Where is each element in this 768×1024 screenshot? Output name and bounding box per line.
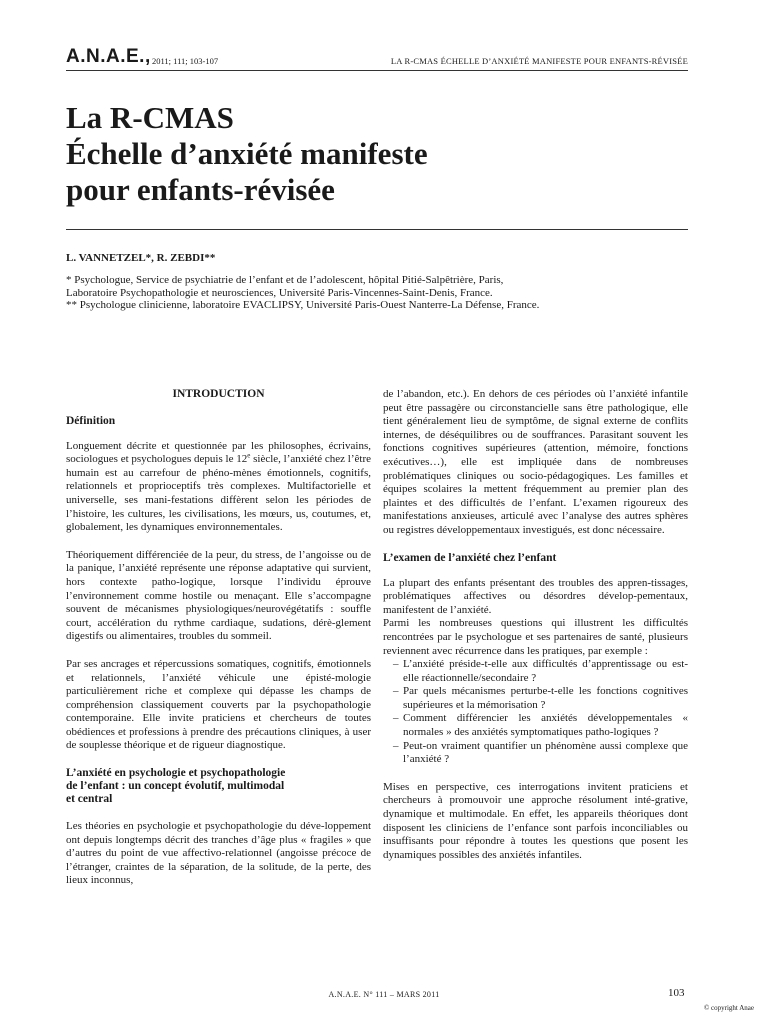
- paragraph: Théoriquement différenciée de la peur, du stress, de l’angoisse ou de la panique, l’anxiété représente une réponse adaptative qui survient, hors contexte patho-logique, lorsque l’individu éprouve l’environnement comme hostile ou menaçant. Elle s’accompagne souvent de mécanismes physiologiques/neurovégétatifs : souffle court, accélération du rythme cardiaque, sudations, dérè-glement digestifs ou alimentaires, troubles du sommeil.: [66, 548, 371, 643]
- subheading-examen: L’examen de l’anxiété chez l’enfant: [383, 551, 557, 564]
- paragraph: Mises en perspective, ces interrogations invitent praticiens et chercheurs à promouvoir une approche résolument inté-grative, dynamique et multimodale. En effet, les appareils théoriques dont disposent les cliniciens de l’enfance sont parfois inconciliables ou insuffisants pour répondre à toutes les questions que posent les dynamiques possibles des anxiétés infantiles.: [383, 780, 688, 861]
- page-number: 103: [668, 987, 685, 999]
- title-divider: [66, 229, 688, 230]
- journal-reference: 2011; 111; 103-107: [152, 56, 219, 66]
- paragraph: de l’abandon, etc.). En dehors de ces périodes où l’anxiété infantile peut être passagère ou circonstancielle sans être pathologique, elle tient généralement lieu de symptôme, de signal externe de conflits internes, de déséquilibres ou de souffrances. Parasitant souvent les fonctions cognitives supérieures (attention, mémoire, fonctions exécutives…), elle est impliquée dans de nombreuses problématiques cliniques ou socio-pédagogiques. Les familles et équipes scolaires la mettent fréquemment au premier plan des plaintes et des difficultés de l’enfant. L’examen rigoureux des manifestations anxieuses, articulé avec l’analyse des autres sphères ou registres développementaux investigués, est donc nécessaire.: [383, 388, 688, 536]
- dash-bullet: –: [393, 712, 399, 725]
- page-header: [66, 44, 688, 71]
- superscript: e: [247, 451, 251, 460]
- dash-bullet: –: [393, 658, 399, 671]
- paragraph: Par ses ancrages et répercussions somatiques, cognitifs, émotionnels et relationnels, l’anxiété véhicule une épisté-mologie particulièrement riche et complexe qui dépasse les champs de compréhension classiquement couverts par la psychopathologie contemporaine. Elle invite praticiens et chercheurs de toutes obédiences et professions à prendre des précautions cliniques, à user de souplesse théorique et de rigueur diagnostique.: [66, 657, 371, 752]
- journal-name: A.N.A.E.,: [66, 46, 151, 67]
- list-item-text: Par quels mécanismes perturbe-t-elle les fonctions cognitives supérieures et la mémorisation ?: [403, 685, 688, 711]
- right-column: [383, 388, 688, 876]
- copyright-notice: © copyright Anae: [703, 1004, 754, 1012]
- left-column: [66, 388, 371, 902]
- list-item-text: Comment différencier les anxiétés développementales « normales » des anxiétés symptomatiques patho-logiques ?: [403, 712, 688, 739]
- affiliation-line: Laboratoire Psychopathologie et neurosciences, Université Paris-Vincennes-Saint-Denis, France.: [66, 286, 493, 299]
- affiliation-line: * Psychologue, Service de psychiatrie de l’enfant et de l’adolescent, hôpital Pitié-Salpêtrière, Paris,: [66, 274, 504, 286]
- paragraph-text: Longuement décrite et questionnée par les philosophes, écrivains, sociologues et psychologues depuis le 12: [66, 439, 371, 466]
- title-line-1: La R-CMAS: [66, 100, 234, 135]
- list-item: [383, 685, 688, 712]
- paragraph-text: siècle, l’anxiété chez l’être humain est au carrefour de phéno-mènes émotionnels, cognitifs, relationnels et proprioceptifs très complexes. Multifactorielle et universelle, ses mani-festations diffèrent selon les périodes de l’histoire, les cultures, les civilisations, les mœurs, us, coutumes, et, globalement, les dynamiques environnementales.: [66, 453, 372, 534]
- section-heading-introduction: INTRODUCTION: [172, 388, 265, 400]
- title-line-2: Échelle d’anxiété manifeste: [66, 136, 428, 171]
- list-item-text: L’anxiété préside-t-elle aux difficultés d’apprentissage ou est-elle réactionnelle/secondaire ?: [403, 658, 688, 684]
- paragraph: Parmi les nombreuses questions qui illustrent les difficultés rencontrées par le psychologue et ses partenaires de santé, plusieurs reviennent avec récurrence dans les pratiques, par exemple :: [383, 617, 688, 657]
- title-line-3: pour enfants-révisée: [66, 172, 335, 207]
- paragraph: Les théories en psychologie et psychopathologie du déve-loppement ont depuis longtemps décrit des tranches d’âge plus « fragiles » que d’autres du point de vue affectivo-relationnel (angoisse précoce de l’étranger, craintes de la séparation, de la solitude, de la perte, des lieux inconnus,: [66, 820, 371, 887]
- dash-bullet: –: [393, 739, 399, 752]
- question-list: [383, 658, 688, 767]
- paragraph: La plupart des enfants présentant des troubles des appren-tissages, problématiques affectives ou désordres dévelop-pementaux, manifestent de l’anxiété.: [383, 576, 688, 616]
- dash-bullet: –: [393, 685, 399, 698]
- list-item: [383, 740, 688, 767]
- list-item: [383, 658, 688, 685]
- affiliation-line: ** Psychologue clinicienne, laboratoire EVACLIPSY, Université Paris-Ouest Nanterre-La Défense, France.: [66, 299, 540, 311]
- paragraph: [66, 440, 371, 535]
- authors: L. VANNETZEL*, R. ZEBDI**: [66, 252, 216, 264]
- affiliations: [66, 274, 688, 312]
- list-item: [383, 712, 688, 739]
- subheading-line: de l’enfant : un concept évolutif, multimodal: [66, 780, 285, 793]
- subheading-line: L’anxiété en psychologie et psychopathologie: [66, 767, 286, 780]
- subheading-definition: Définition: [66, 414, 116, 427]
- page-footer: A.N.A.E. N° 111 – MARS 2011: [328, 990, 440, 999]
- running-title: LA R-CMAS ÉCHELLE D’ANXIÉTÉ MANIFESTE POUR ENFANTS-RÉVISÉE: [390, 56, 688, 66]
- list-item-text: Peut-on vraiment quantifier un phénomène aussi complexe que l’anxiété ?: [403, 739, 688, 766]
- article-title: [66, 100, 688, 208]
- subheading-line: et central: [66, 793, 113, 806]
- subheading-concept: [66, 767, 371, 806]
